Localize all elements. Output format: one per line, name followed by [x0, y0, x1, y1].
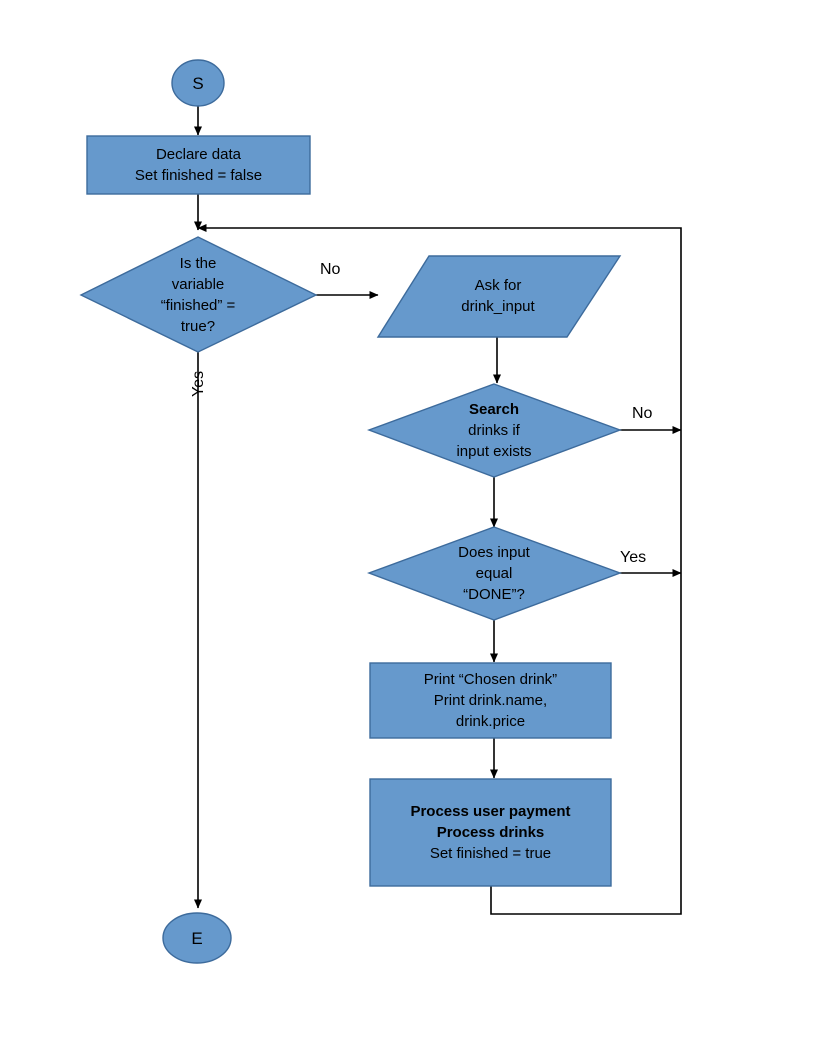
node-check-done-shape [369, 527, 620, 620]
node-declare-label: Declare data Set finished = false [134, 146, 263, 184]
node-search-label-text: drinks if input exists [456, 421, 532, 460]
node-check-finished-label: Is the variable “finished” = true? [160, 255, 236, 335]
node-ask-input-label: Ask for drink_input [461, 277, 535, 315]
node-check-done-label: Does input equal “DONE”? [458, 543, 530, 603]
node-print-shape [370, 663, 611, 738]
edge-label-search-no: No [632, 405, 653, 422]
node-declare-shape [87, 136, 310, 194]
edge-label-done-yes: Yes [620, 549, 647, 566]
node-search-label-bold: Search [468, 400, 520, 418]
node-process-label-bold: Process user payment Process drinks [410, 803, 571, 841]
edge-label-finished-no: No [320, 261, 341, 278]
node-start-shape [172, 60, 224, 106]
edge-label-finished-yes: Yes [190, 370, 207, 397]
node-process-label-text: Set finished = true [429, 845, 552, 862]
node-search-shape [369, 384, 620, 477]
node-start-label: S [192, 73, 204, 93]
node-end-shape [163, 913, 231, 963]
node-process-shape [370, 779, 611, 886]
node-print-label: Print “Chosen drink” Print drink.name, drink.price [423, 671, 558, 730]
node-ask-input-shape [378, 256, 620, 337]
node-end-label: E [191, 928, 203, 948]
node-check-finished-shape [81, 237, 316, 352]
